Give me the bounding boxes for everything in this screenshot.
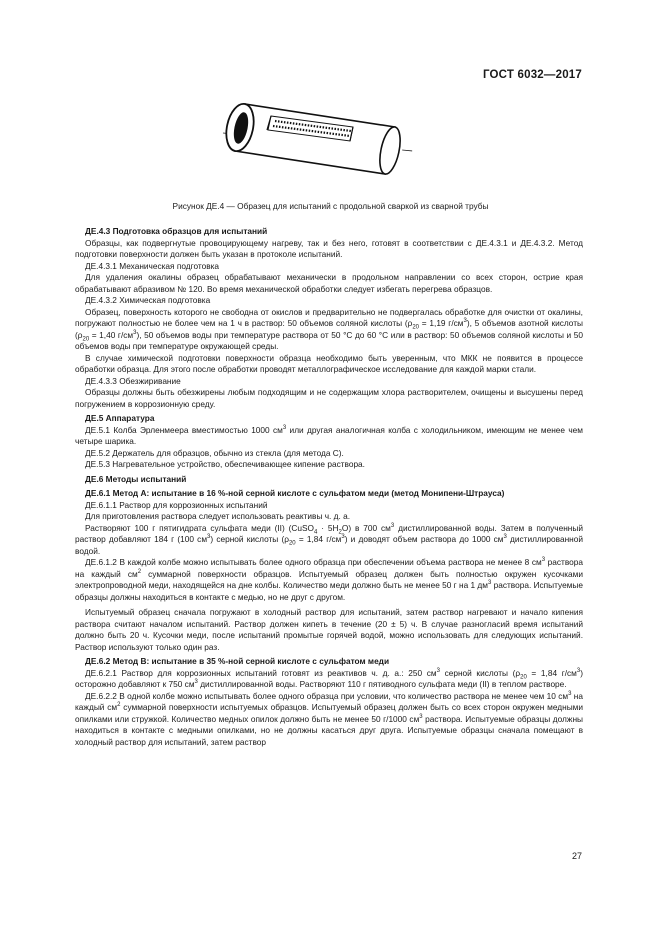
document-body xyxy=(75,226,583,748)
figure-de4 xyxy=(205,90,425,195)
paragraph: ДЕ.4.3.3 Обезжиривание xyxy=(85,375,181,386)
standard-designation: ГОСТ 6032—2017 xyxy=(482,69,582,81)
paragraph: Для приготовления раствора следует использовать реактивы ч. д. а. xyxy=(85,511,351,521)
page-number: 27 xyxy=(571,851,582,861)
paragraph: Образец, поверхность которого не свободна от окислов и предварительно не подвергалась обработке для очистки от окалины, погружают полностью не более чем на 1 ч в раствор: 50 объемов соляной кислоты ($\rho_{20} = 1,19$ $г/см^3$), 5 объемов азотной кислоты ($\rho_{20} = 1,40$ $г/см^3$), 50 объемов воды при температуре раствора от 50 °С до 60 °С или в раствор: 50 объемов соляной кислоты и 50 объемов воды при температуре окружающей среды. xyxy=(75,306,584,351)
paragraph: Образцы, как подвергнутые провоцирующему нагреву, так и без него, готовят в соответствии с ДЕ.4.3.1 и ДЕ.4.3.2. Метод подготовки поверхности должен быть указан в протоколе испытаний. xyxy=(75,237,583,259)
section-heading: ДЕ.6.2 Метод В: испытание в 35 %-ной серной кислоте с сульфатом меди xyxy=(85,656,390,666)
paragraph: ДЕ.6.1.2 В каждой колбе можно испытывать более одного образца при обеспечении объема раствора не менее 8 $см^3$ раствора на каждый $см^2$ суммарной поверхности образцов. Испытуемый образец должен быть полностью окружен кусочками электропроводной меди, находящейся на дне колбы. Количество меди должно быть не менее 50 г на 1 $дм^3$ раствора. Испытуемые образцы должны находиться в контакте с медью, но не друг с другом. xyxy=(75,557,583,602)
section-heading: ДЕ.4.3 Подготовка образцов для испытаний xyxy=(85,226,268,236)
paragraph: Испытуемый образец сначала погружают в холодный раствор для испытаний, затем раствор нагревают и начало кипения раствора считают началом испытаний. Раствор должен кипеть в течение (20 ± 5) ч. В случае разногласий время испытаний должно быть 20 ч. Кусочки меди, после испытаний промытые горячей водой, можно использовать для следующих испытаний. Раствор используют только один раз. xyxy=(75,607,583,652)
section-heading: ДЕ.6.1 Метод А: испытание в 16 %-ной серной кислоте с сульфатом меди (метод Монипени-Штрауса) xyxy=(85,488,505,498)
paragraph: Растворяют 100 г пятигидрата сульфата меди (II) (CuSO$_4$ · $5H_2O$) в 700 $см^3$ дистиллированной воды. Затем в полученный раствор добавляют 184 г (100 $см^3$) серной кислоты ($\rho_{20} = 1,84$ $г/см^3$) и доводят объем раствора до 1000 $см^3$ дистиллированной водой. xyxy=(75,522,583,556)
paragraph: ДЕ.6.2.1 Раствор для коррозионных испытаний готовят из реактивов ч. д. а.: 250 $см^3$ серной кислоты ($\rho_{20} = 1,84$ $г/см^3$) осторожно добавляют к 750 $см^3$ дистиллированной воды. Растворяют 110 г пятиводного сульфата меди (II) в теплом растворе. xyxy=(75,667,583,689)
paragraph: ДЕ.5.3 Нагревательное устройство, обеспечивающее кипение раствора. xyxy=(85,459,365,469)
paragraph: ДЕ.5.2 Держатель для образцов, обычно из стекла (для метода С). xyxy=(85,447,344,458)
welded-tube-specimen-illustration xyxy=(205,90,425,195)
paragraph: Образцы должны быть обезжирены любым подходящим и не содержащим хлора растворителем, очищены и высушены перед погружением в коррозионную среду. xyxy=(75,387,583,409)
paragraph: ДЕ.6.2.2 В одной колбе можно испытывать более одного образца при условии, что количество раствора не менее чем 10 $см^3$ на каждый $см^2$ суммарной поверхности испытуемых образцов. Испытуемый образец должен быть со всех сторон окружен медными опилками или стружкой. Количество медных опилок должно быть не менее 50 г/1000 $см^3$ раствора. Испытуемые образцы должны находиться в контакте с медными опилками, но не должны касаться друг друга. Испытуемые образцы сначала помещают в холодный раствор для испытаний, затем раствор xyxy=(75,690,584,747)
section-heading: ДЕ.6 Методы испытаний xyxy=(85,473,187,484)
tube-body xyxy=(235,104,395,174)
paragraph: ДЕ.5.1 Колба Эрленмеера вместимостью 1000 $см^3$ или другая аналогичная колба с холодильником, имеющим не менее чем четыре шарика. xyxy=(75,424,583,446)
paragraph: ДЕ.6.1.1 Раствор для коррозионных испытаний xyxy=(85,499,268,510)
paragraph: Для удаления окалины образец обрабатывают механически в продольном направлении со всех сторон, острие края обрабатывают абразивом № 120. Во время механической обработки следует избегать перегрева образцов. xyxy=(75,272,583,294)
paragraph: ДЕ.4.3.2 Химическая подготовка xyxy=(85,295,211,305)
paragraph: ДЕ.4.3.1 Механическая подготовка xyxy=(85,260,220,271)
figure-caption: Рисунок ДЕ.4 — Образец для испытаний с продольной сваркой из сварной трубы xyxy=(172,201,489,211)
section-heading: ДЕ.5 Аппаратура xyxy=(85,413,155,423)
paragraph: В случае химической подготовки поверхности образца необходимо быть уверенным, что МКК не появится в процессе обработки образца. Для этого после обработки проводят металлографическое исследование для каждой марки стали. xyxy=(75,352,583,374)
